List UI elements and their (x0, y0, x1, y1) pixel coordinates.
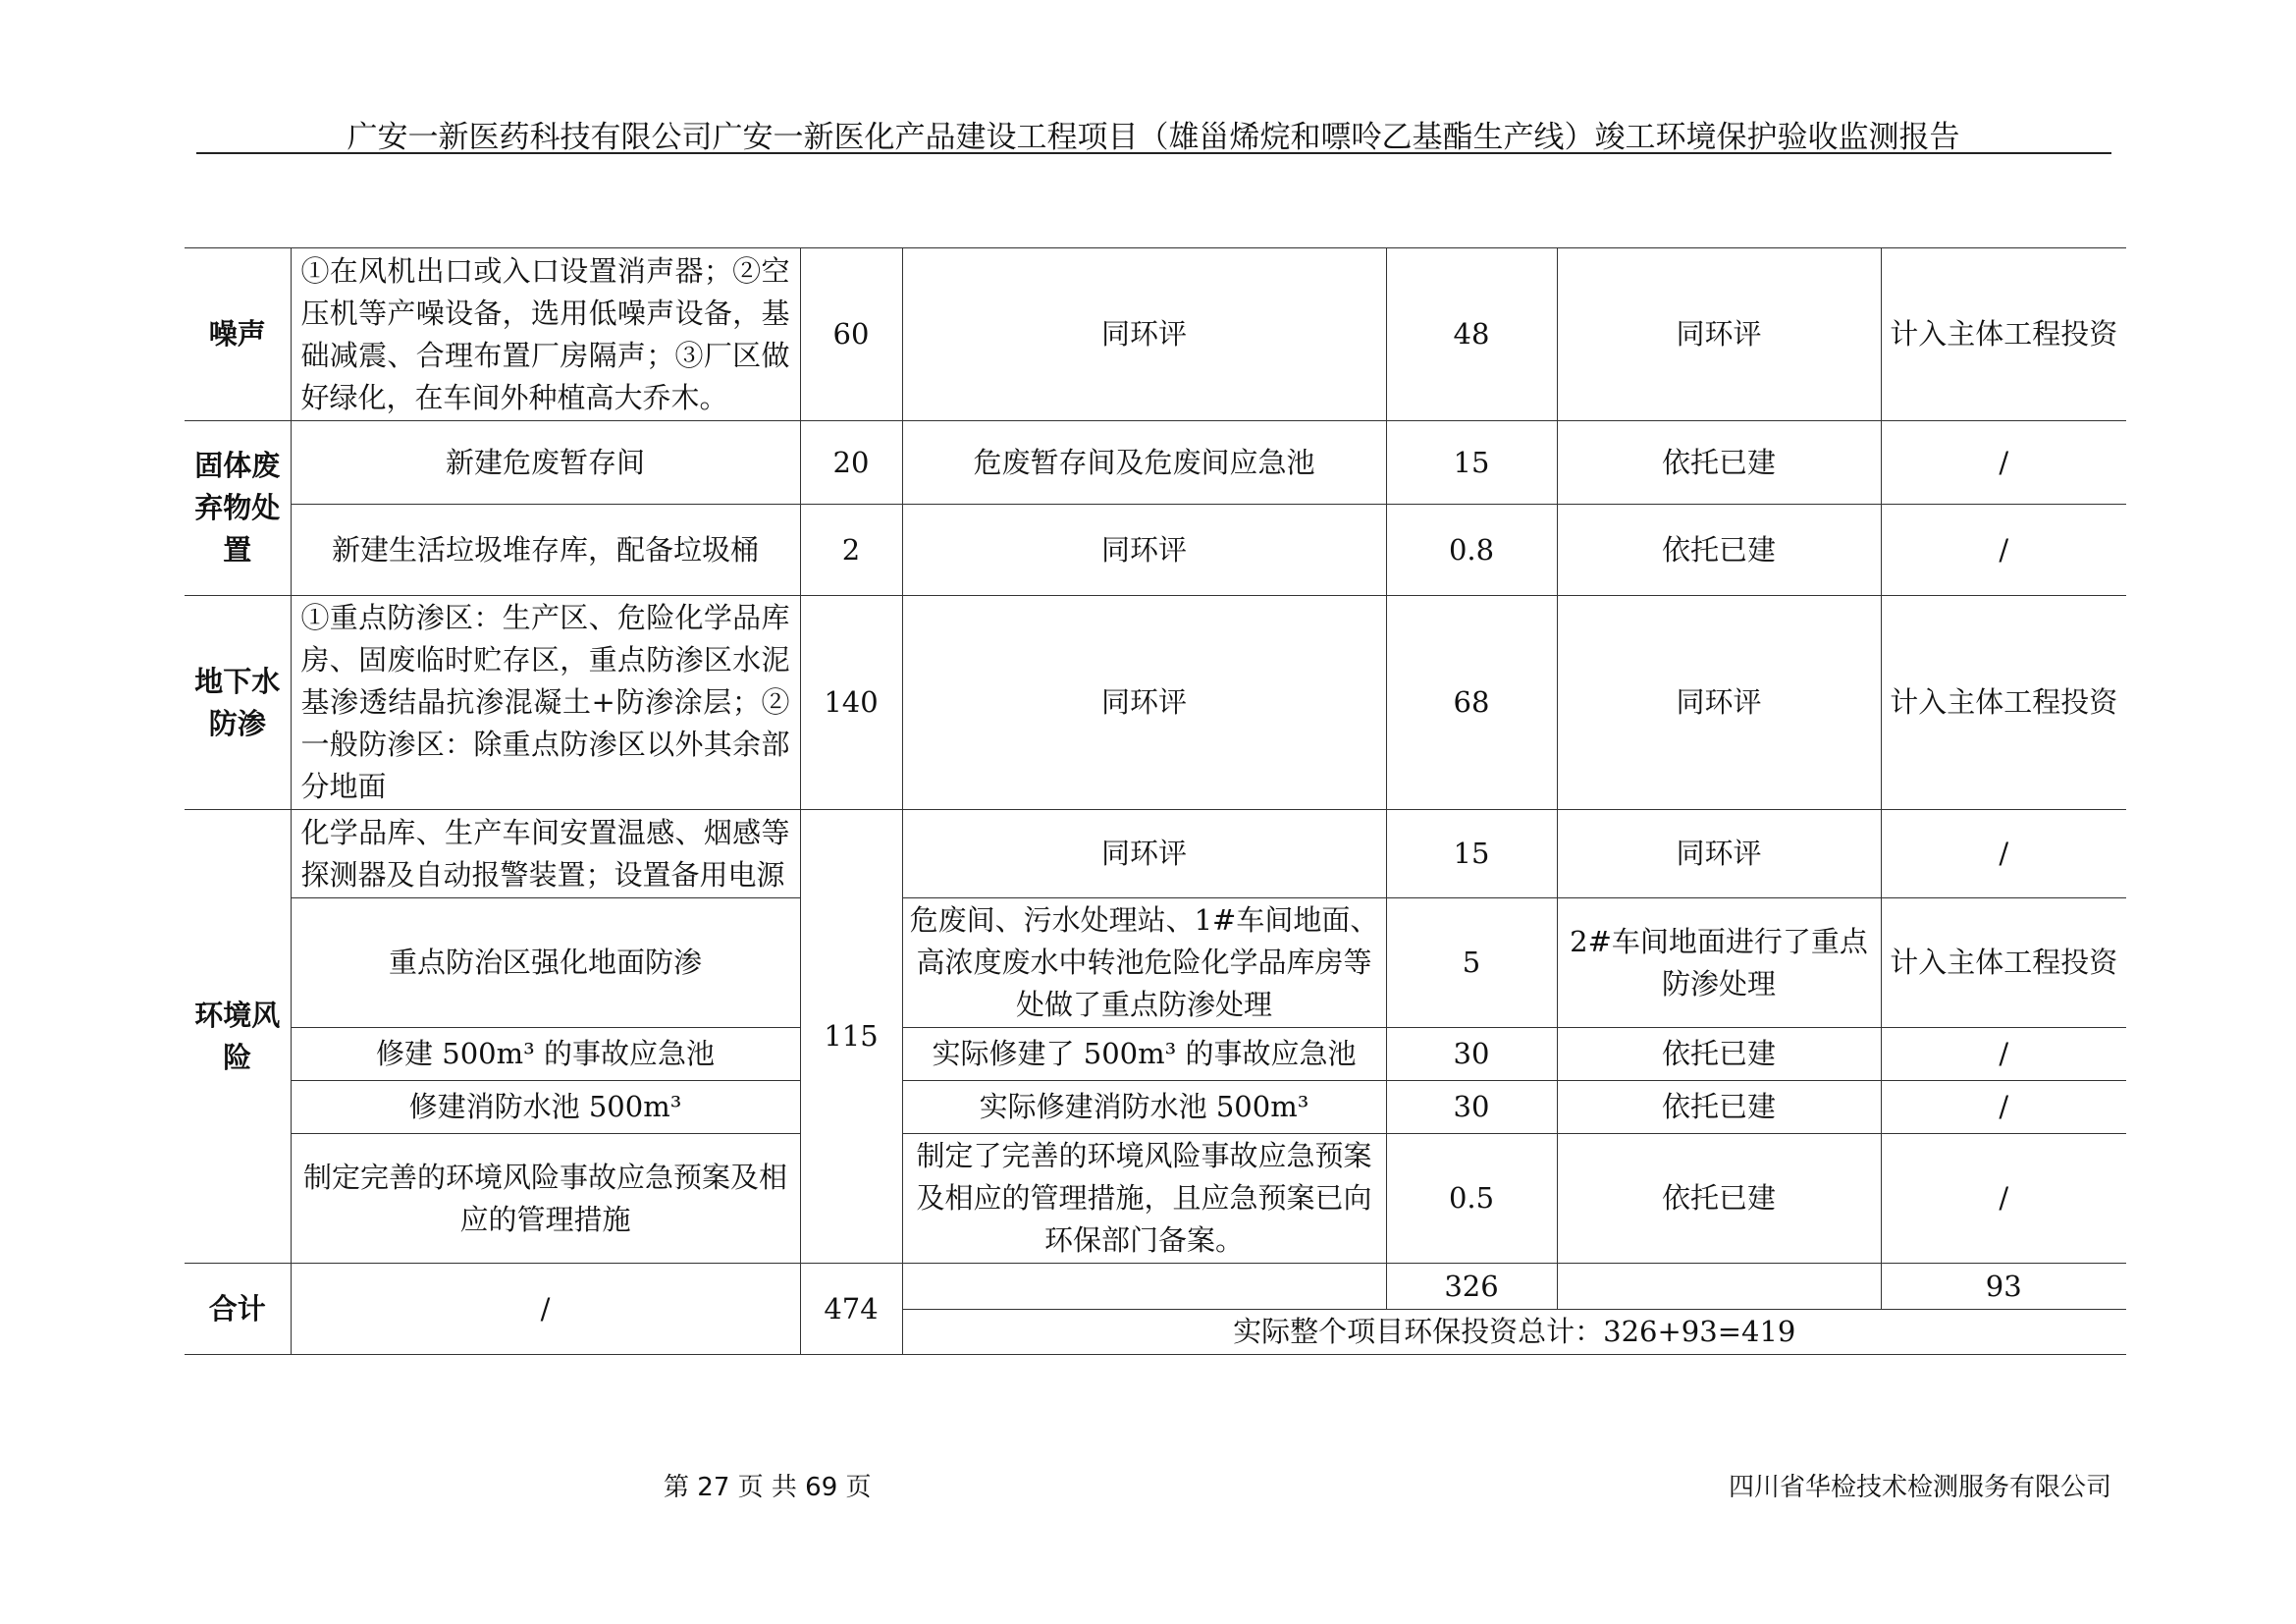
header-divider (196, 152, 2111, 154)
remark-cell: / (1881, 1028, 2126, 1081)
remark-cell: 计入主体工程投资 (1881, 248, 2126, 421)
remark-cell: / (1881, 1134, 2126, 1264)
note-cell: 依托已建 (1557, 1081, 1881, 1134)
footer-company: 四川省华检技术检测服务有限公司 (1728, 1473, 2111, 1502)
remark-cell: 93 (1881, 1264, 2126, 1310)
budget-cell: 474 (800, 1264, 902, 1355)
actual-cell: 同环评 (902, 810, 1386, 898)
actual-cell: 同环评 (902, 596, 1386, 810)
category-cell: 固体废弃物处置 (185, 421, 291, 596)
measure-cell: 新建生活垃圾堆存库，配备垃圾桶 (291, 505, 800, 596)
note-cell: 依托已建 (1557, 1134, 1881, 1264)
budget-cell: 115 (800, 810, 902, 1264)
remark-cell: 计入主体工程投资 (1881, 898, 2126, 1028)
table-row-risk-3 (185, 1028, 2126, 1081)
table-row-solid-2 (185, 505, 2126, 596)
measure-cell: 新建危废暂存间 (291, 421, 800, 505)
category-cell: 地下水防渗 (185, 596, 291, 810)
note-cell: 2#车间地面进行了重点防渗处理 (1557, 898, 1881, 1028)
actual-cell: 同环评 (902, 505, 1386, 596)
actual-cell: 危废间、污水处理站、1#车间地面、高浓度废水中转池危险化学品库房等处做了重点防渗处理 (902, 898, 1386, 1028)
note-cell: 依托已建 (1557, 421, 1881, 505)
measure-cell: 修建 500m³ 的事故应急池 (291, 1028, 800, 1081)
investment-table-wrapper (185, 247, 2126, 1355)
budget-cell: 140 (800, 596, 902, 810)
table-row-risk-1 (185, 810, 2126, 898)
note-cell-empty (1557, 1264, 1881, 1310)
actual-investment-cell: 15 (1386, 810, 1557, 898)
remark-cell: / (1881, 421, 2126, 505)
actual-cell: 实际修建消防水池 500m³ (902, 1081, 1386, 1134)
actual-investment-cell: 30 (1386, 1081, 1557, 1134)
table-row-noise (185, 248, 2126, 421)
table-row-solid-1 (185, 421, 2126, 505)
actual-investment-cell: 15 (1386, 421, 1557, 505)
actual-investment-cell: 48 (1386, 248, 1557, 421)
actual-investment-cell: 0.8 (1386, 505, 1557, 596)
note-cell: 同环评 (1557, 596, 1881, 810)
actual-cell: 制定了完善的环境风险事故应急预案及相应的管理措施，且应急预案已向环保部门备案。 (902, 1134, 1386, 1264)
note-cell: 依托已建 (1557, 505, 1881, 596)
actual-investment-cell: 30 (1386, 1028, 1557, 1081)
remark-cell: / (1881, 1081, 2126, 1134)
page-mid: 页 共 (737, 1473, 797, 1502)
measure-cell: / (291, 1264, 800, 1355)
budget-cell: 2 (800, 505, 902, 596)
page-total: 69 (805, 1473, 838, 1502)
measure-cell: 制定完善的环境风险事故应急预案及相应的管理措施 (291, 1134, 800, 1264)
table-row-risk-5 (185, 1134, 2126, 1264)
budget-cell: 60 (800, 248, 902, 421)
page-suffix: 页 (845, 1473, 872, 1502)
measure-cell: 修建消防水池 500m³ (291, 1081, 800, 1134)
actual-cell: 同环评 (902, 248, 1386, 421)
table-row-risk-4 (185, 1081, 2126, 1134)
investment-table (185, 247, 2126, 1355)
actual-cell: 危废暂存间及危废间应急池 (902, 421, 1386, 505)
actual-cell: 实际修建了 500m³ 的事故应急池 (902, 1028, 1386, 1081)
category-cell: 环境风险 (185, 810, 291, 1264)
actual-investment-cell: 326 (1386, 1264, 1557, 1310)
remark-cell: 计入主体工程投资 (1881, 596, 2126, 810)
category-cell: 噪声 (185, 248, 291, 421)
category-cell: 合计 (185, 1264, 291, 1355)
remark-cell: / (1881, 505, 2126, 596)
actual-investment-cell: 5 (1386, 898, 1557, 1028)
page-number (664, 1467, 872, 1503)
table-row-risk-2 (185, 898, 2126, 1028)
page-header-title: 广安一新医药科技有限公司广安一新医化产品建设工程项目（雄甾烯烷和嘌呤乙基酯生产线）竣工环境保护验收监测报告 (347, 120, 1960, 155)
actual-investment-cell: 0.5 (1386, 1134, 1557, 1264)
page-prefix: 第 (664, 1473, 690, 1502)
measure-cell: 化学品库、生产车间安置温感、烟感等探测器及自动报警装置；设置备用电源 (291, 810, 800, 898)
page-current: 27 (697, 1473, 730, 1502)
table-row-total (185, 1264, 2126, 1310)
note-cell: 依托已建 (1557, 1028, 1881, 1081)
measure-cell: 重点防治区强化地面防渗 (291, 898, 800, 1028)
investment-summary: 实际整个项目环保投资总计：326+93=419 (902, 1310, 2126, 1355)
remark-cell: / (1881, 810, 2126, 898)
actual-cell-empty (902, 1264, 1386, 1310)
table-row-groundwater (185, 596, 2126, 810)
budget-cell: 20 (800, 421, 902, 505)
note-cell: 同环评 (1557, 248, 1881, 421)
note-cell: 同环评 (1557, 810, 1881, 898)
measure-cell: ①重点防渗区：生产区、危险化学品库房、固废临时贮存区，重点防渗区水泥基渗透结晶抗渗混凝土+防渗涂层；②一般防渗区：除重点防渗区以外其余部分地面 (291, 596, 800, 810)
actual-investment-cell: 68 (1386, 596, 1557, 810)
measure-cell: ①在风机出口或入口设置消声器；②空压机等产噪设备，选用低噪声设备，基础减震、合理布置厂房隔声；③厂区做好绿化，在车间外种植高大乔木。 (291, 248, 800, 421)
